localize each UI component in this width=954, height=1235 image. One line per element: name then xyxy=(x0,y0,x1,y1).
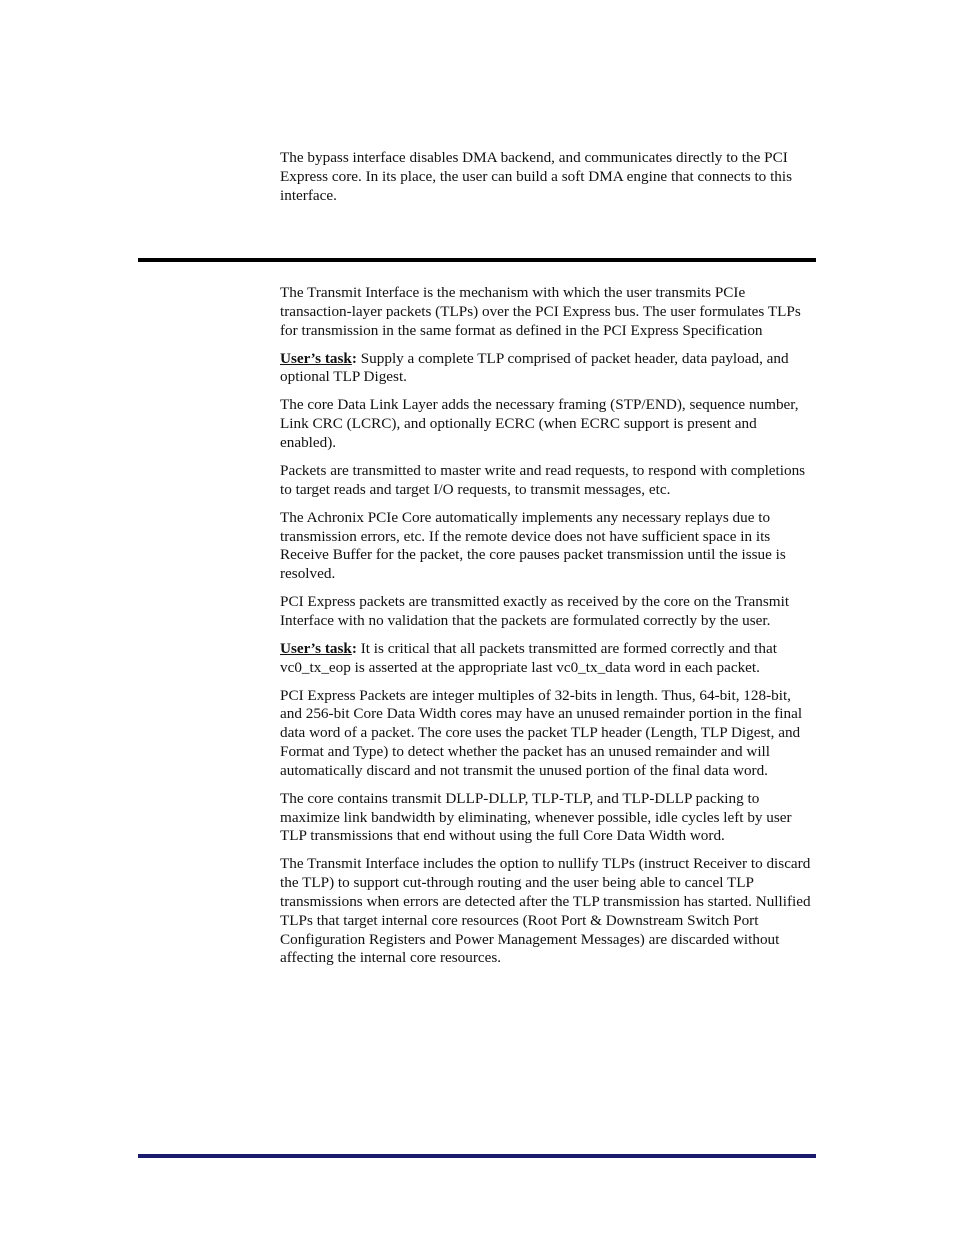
paragraph-packing: The core contains transmit DLLP-DLLP, TLP-TLP, and TLP-DLLP packing to maximize link bandwidth by eliminating, whenever possible, idle cycles left by user TLP transmissions that end without using the full Core Data Width word. xyxy=(280,789,792,845)
paragraph-user-task-eop xyxy=(280,640,816,678)
paragraph-user-task-tlp xyxy=(280,350,816,388)
section-divider xyxy=(138,258,816,262)
intro-section xyxy=(280,149,816,215)
user-task-colon: : xyxy=(351,639,357,657)
user-task-text: Supply a complete TLP comprised of packet header, data payload, and optional TLP Digest. xyxy=(280,349,789,386)
paragraph-replays: The Achronix PCIe Core automatically implements any necessary replays due to transmission errors, etc. If the remote device does not have sufficient space in its Receive Buffer for the packet, the core pauses packet transmission until the issue is resolved. xyxy=(280,508,786,583)
footer-divider xyxy=(138,1154,816,1158)
paragraph-data-link-layer: The core Data Link Layer adds the necessary framing (STP/END), sequence number, Link CRC (LCRC), and optionally ECRC (when ECRC support is present and enabled). xyxy=(280,396,799,451)
user-task-label: User’s task xyxy=(280,639,352,657)
user-task-text: It is critical that all packets transmitted are formed correctly and that vc0_tx_eop is asserted at the appropriate last vc0_tx_data word in each packet. xyxy=(280,639,777,676)
paragraph-packet-length: PCI Express Packets are integer multiples of 32-bits in length. Thus, 64-bit, 128-bit, and 256-bit Core Data Width cores may have an unused remainder portion in the final data word of a packet. The core uses the packet TLP header (Length, TLP Digest, and Format and Type) to detect whether the packet has an unused remainder and will automatically discard and not transmit the unused portion of the final data word. xyxy=(280,686,803,779)
paragraph-packets-transmitted: Packets are transmitted to master write and read requests, to respond with completions to target reads and target I/O requests, to transmit messages, etc. xyxy=(280,461,806,498)
intro-paragraph: The bypass interface disables DMA backend, and communicates directly to the PCI Express core. In its place, the user can build a soft DMA engine that connects to this interface. xyxy=(280,149,793,204)
paragraph-transmit-overview: The Transmit Interface is the mechanism with which the user transmits PCIe transaction-layer packets (TLPs) over the PCI Express bus. The user formulates TLPs for transmission in the same format as defined in the PCI Express Specification xyxy=(280,284,801,339)
user-task-label: User’s task xyxy=(280,349,352,367)
paragraph-no-validation: PCI Express packets are transmitted exactly as received by the core on the Transmit Interface with no validation that the packets are formulated correctly by the user. xyxy=(280,593,790,629)
paragraph-nullify: The Transmit Interface includes the option to nullify TLPs (instruct Receiver to discard the TLP) to support cut-through routing and the user being able to cancel TLP transmissions when errors are detected after the TLP transmission has started. Nullified TLPs that target internal core resources (Root Port & Downstream Switch Port Configuration Registers and Power Management Messages) are discarded without affecting the internal core resources. xyxy=(280,855,811,967)
transmit-interface-section xyxy=(280,284,816,977)
user-task-colon: : xyxy=(351,349,357,367)
